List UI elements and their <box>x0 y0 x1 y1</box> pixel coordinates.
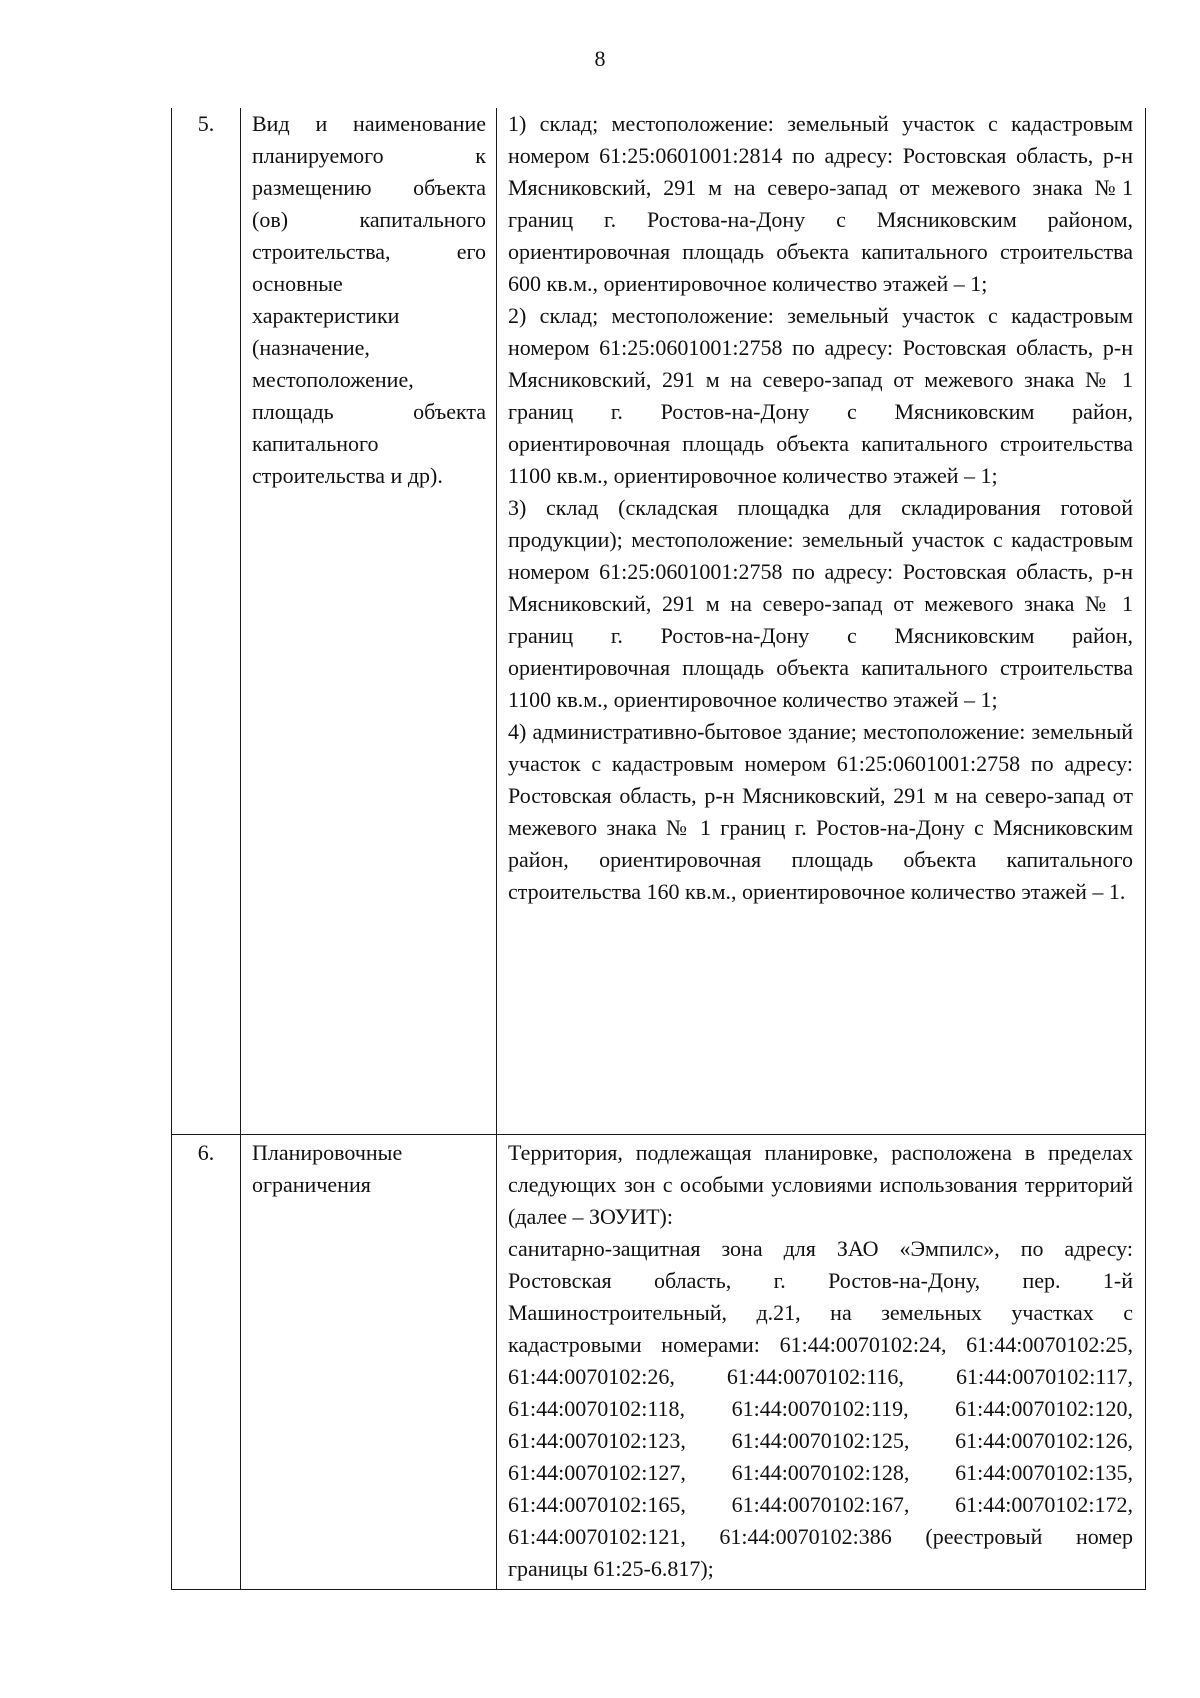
page-number: 8 <box>594 46 606 71</box>
row-number: 6. <box>172 1135 241 1590</box>
document-table <box>171 108 1146 1590</box>
row-title-text: Вид и наименование планируемого к размещению объекта (ов) капитального строительства, его основные характеристики (назначение, местоположение, площадь объекта капитального строительства и др). <box>252 111 486 488</box>
row-title <box>241 108 497 1135</box>
row-description <box>497 108 1146 1135</box>
description-paragraph: 2) склад; местоположение: земельный участок с кадастровым номером 61:25:0601001:2758 по адресу: Ростовская область, р-н Мясниковский, 291 м на северо-запад от межевого знака № 1 границ г. Ростов-на-Дону с Мясниковским район, ориентировочная площадь объекта капитального строительства 1100 кв.м., ориентировочное количество этажей – 1; <box>508 303 1133 488</box>
description-paragraph: санитарно-защитная зона для ЗАО «Эмпилс», по адресу: Ростовская область, г. Ростов-на-Дону, пер. 1-й Машиностроительный, д.21, на земельных участках с кадастровыми номерами: 61:44:0070102:24, 61:44:0070102:25, 61:44:0070102:26, 61:44:0070102:116, 61:44:0070102:117, 61:44:0070102:118, 61:44:0070102:119, 61:44:0070102:120, 61:44:0070102:123, 61:44:0070102:125, 61:44:0070102:126, 61:44:0070102:127, 61:44:0070102:128, 61:44:0070102:135, 61:44:0070102:165, 61:44:0070102:167, 61:44:0070102:172, 61:44:0070102:121, 61:44:0070102:386 (реестровый номер границы 61:25-6.817); <box>508 1236 1133 1581</box>
table-row <box>172 1135 1146 1590</box>
row-description <box>497 1135 1146 1590</box>
row-number: 5. <box>172 108 241 1135</box>
description-paragraph: 3) склад (складская площадка для складирования готовой продукции); местоположение: земельный участок с кадастровым номером 61:25:0601001:2758 по адресу: Ростовская область, р-н Мясниковский, 291 м на северо-запад от межевого знака № 1 границ г. Ростов-на-Дону с Мясниковским район, ориентировочная площадь объекта капитального строительства 1100 кв.м., ориентировочное количество этажей – 1; <box>508 495 1133 712</box>
table-row <box>172 108 1146 1135</box>
row-title-text: Планировочные ограничения <box>252 1140 403 1197</box>
description-paragraph: 1) склад; местоположение: земельный участок с кадастровым номером 61:25:0601001:2814 по адресу: Ростовская область, р-н Мясниковский, 291 м на северо-запад от межевого знака №1 границ г. Ростова-на-Дону с Мясниковским районом, ориентировочная площадь объекта капитального строительства 600 кв.м., ориентировочное количество этажей – 1; <box>508 111 1133 296</box>
description-paragraph: 4) административно-бытовое здание; местоположение: земельный участок с кадастровым номером 61:25:0601001:2758 по адресу: Ростовская область, р-н Мясниковский, 291 м на северо-запад от межевого знака № 1 границ г. Ростов-на-Дону с Мясниковским район, ориентировочная площадь объекта капитального строительства 160 кв.м., ориентировочное количество этажей – 1. <box>508 719 1133 904</box>
description-paragraph: Территория, подлежащая планировке, расположена в пределах следующих зон с особыми условиями использования территорий (далее – ЗОУИТ): <box>508 1140 1133 1229</box>
row-title <box>241 1135 497 1590</box>
